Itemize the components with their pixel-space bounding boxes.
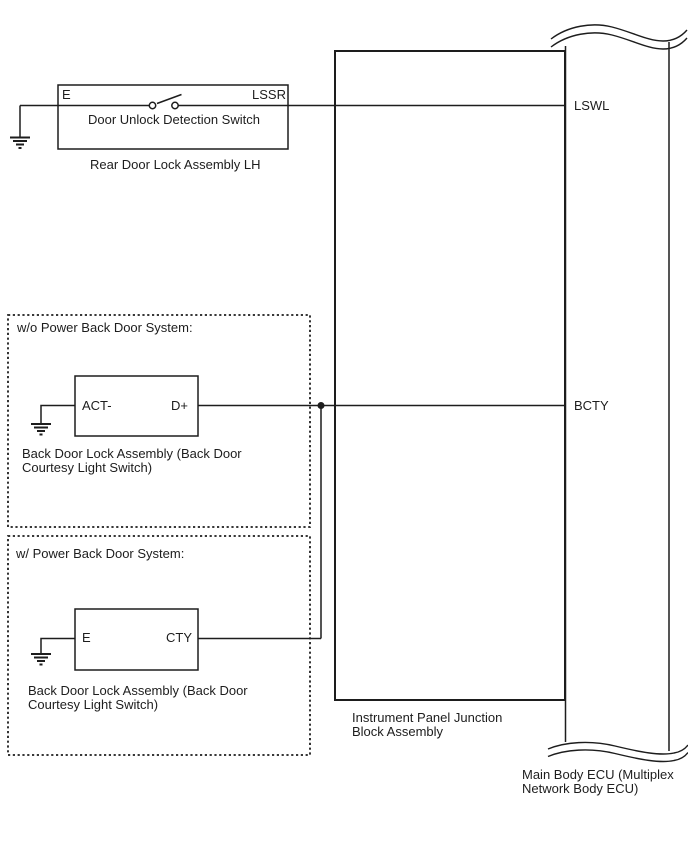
ground-icon <box>10 106 30 149</box>
terminal-label-bcty: BCTY <box>574 398 609 413</box>
terminal-label-act: ACT- <box>82 398 112 413</box>
door-unlock-switch-label: Door Unlock Detection Switch <box>88 112 260 127</box>
terminal-label-lssr: LSSR <box>252 87 286 102</box>
ground-icon <box>31 424 51 435</box>
terminal-label-e2: E <box>82 630 91 645</box>
wo-power-back-door-dashed-box <box>8 315 310 527</box>
junction-block-caption-line1: Instrument Panel Junction <box>352 710 503 725</box>
terminal-label-e: E <box>62 87 71 102</box>
wo-power-back-door-title: w/o Power Back Door System: <box>17 320 193 335</box>
w-power-back-door-title: w/ Power Back Door System: <box>16 546 185 561</box>
back-door-lock-caption-line2: Courtesy Light Switch) <box>22 460 153 475</box>
junction-block-box <box>335 51 565 700</box>
back-door-lock-caption-line1: Back Door Lock Assembly (Back Door <box>22 446 242 461</box>
ecu-break-wave-top <box>551 25 687 49</box>
junction-block-caption-line2: Block Assembly <box>352 724 444 739</box>
ground-icon <box>31 654 51 665</box>
main-body-ecu-caption-line1: Main Body ECU (Multiplex <box>522 767 674 782</box>
terminal-label-dplus: D+ <box>171 398 188 413</box>
rear-door-lock-caption: Rear Door Lock Assembly LH <box>90 157 261 172</box>
door-unlock-switch-icon <box>149 95 181 109</box>
terminal-label-lswl: LSWL <box>574 98 610 113</box>
w-power-back-door-dashed-box <box>8 536 310 755</box>
wire-e2-ground <box>41 639 75 654</box>
terminal-label-cty: CTY <box>166 630 192 645</box>
back-door-lock-caption2-line2: Courtesy Light Switch) <box>28 697 159 712</box>
back-door-lock-caption2-line1: Back Door Lock Assembly (Back Door <box>28 683 248 698</box>
ecu-break-wave-bottom <box>548 742 688 761</box>
main-body-ecu-caption-line2: Network Body ECU) <box>522 781 639 796</box>
wire-act-ground <box>41 406 75 424</box>
